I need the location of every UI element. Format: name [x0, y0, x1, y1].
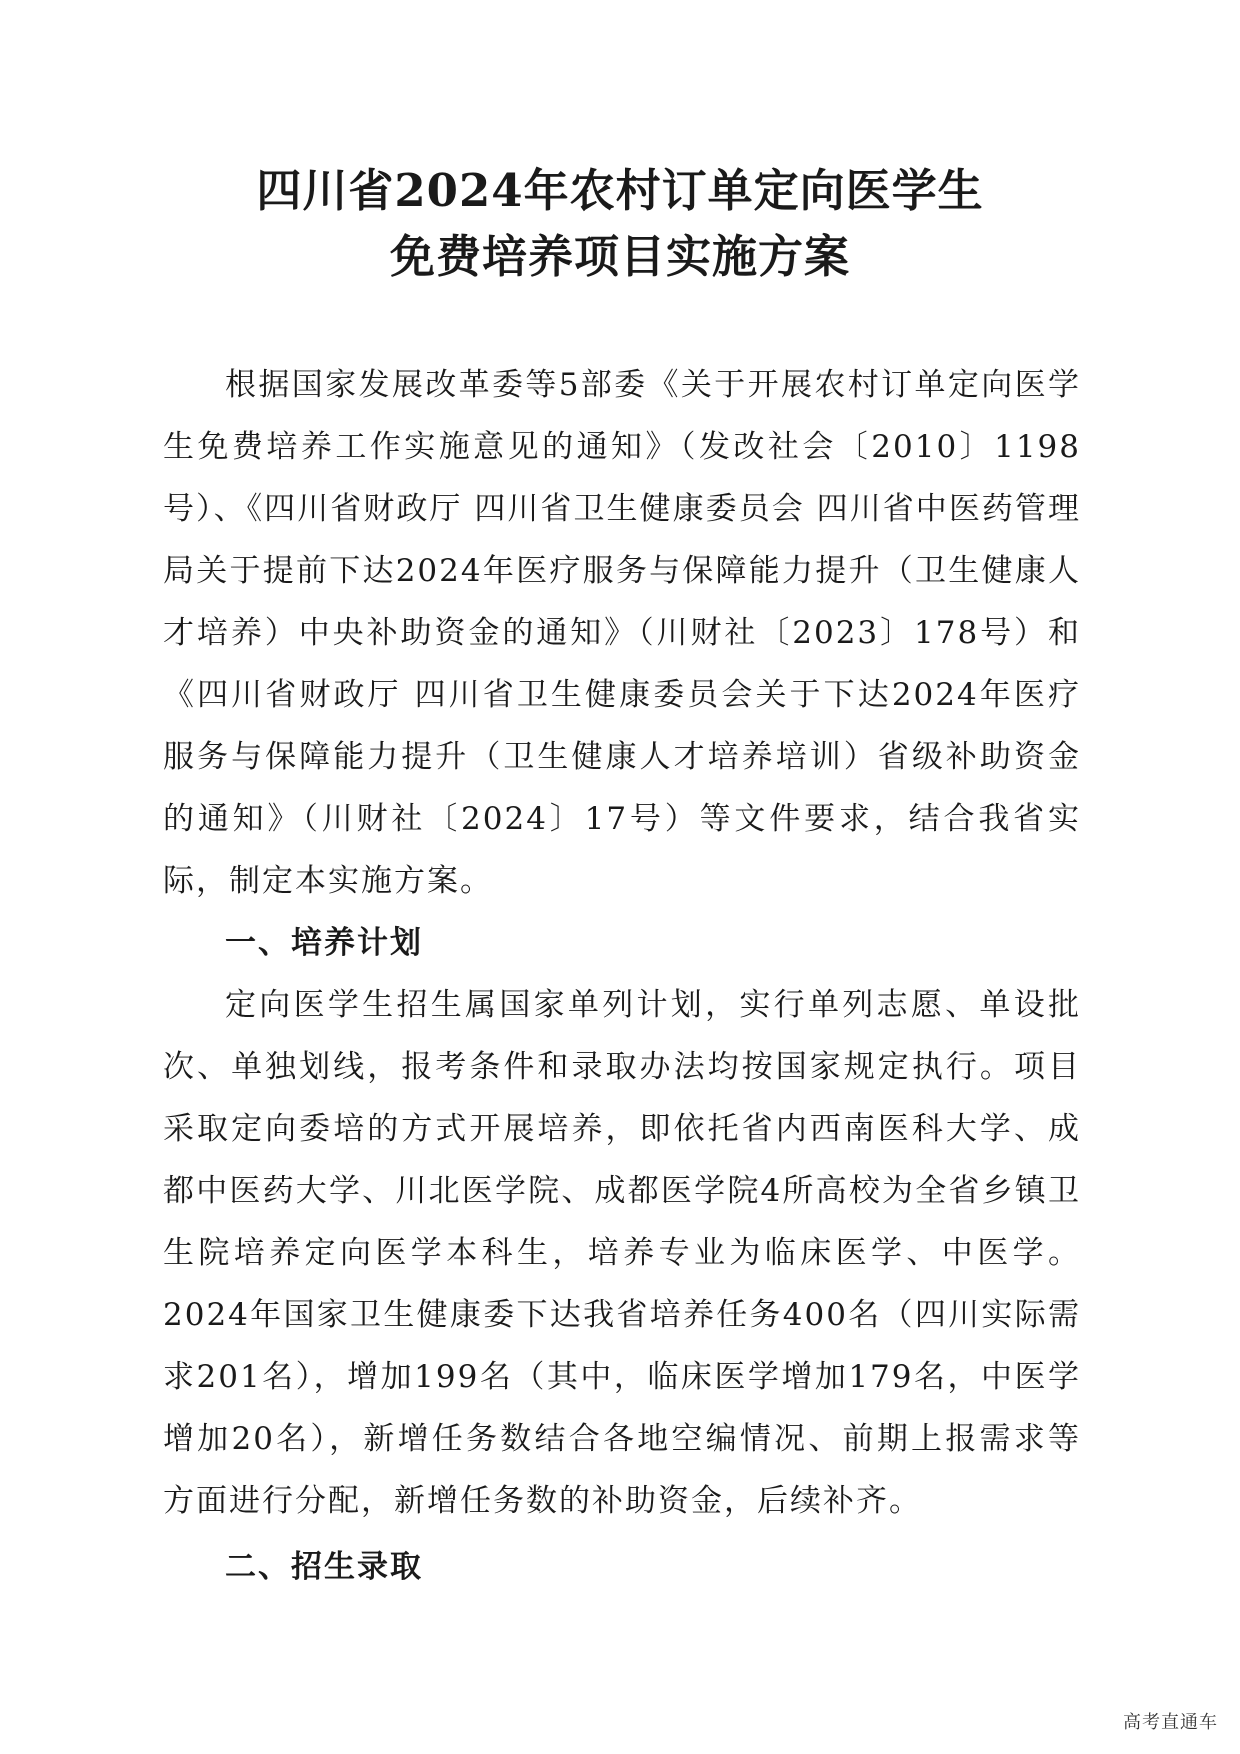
document-title	[0, 158, 1240, 290]
watermark-text: 高考直通车	[1123, 1712, 1218, 1733]
title-line-1: 四川省2024年农村订单定向医学生	[256, 164, 984, 217]
section-heading-training-plan: 一、培养计划	[225, 925, 423, 961]
section-heading-enrollment: 二、招生录取	[225, 1549, 423, 1585]
title-line-2: 免费培养项目实施方案	[389, 230, 850, 283]
intro-paragraph: 根据国家发展改革委等5部委《关于开展农村订单定向医学生免费培养工作实施意见的通知》（发改社会〔2010〕1198号）、《四川省财政厅 四川省卫生健康委员会 四川省中医药管理局关于提前下达2024年医疗服务与保障能力提升（卫生健康人才培养）中央补助资金的通知》（川财社〔2023〕178号）和《四川省财政厅 四川省卫生健康委员会关于下达2024年医疗服务与保障能力提升（卫生健康人才培养培训）省级补助资金的通知》（川财社〔2024〕17号）等文件要求，结合我省实际，制定本实施方案。	[163, 367, 1081, 899]
training-plan-paragraph: 定向医学生招生属国家单列计划，实行单列志愿、单设批次、单独划线，报考条件和录取办法均按国家规定执行。项目采取定向委培的方式开展培养，即依托省内西南医科大学、成都中医药大学、川北医学院、成都医学院4所高校为全省乡镇卫生院培养定向医学本科生，培养专业为临床医学、中医学。2024年国家卫生健康委下达我省培养任务400名（四川实际需求201名），增加199名（其中，临床医学增加179名，中医学增加20名），新增任务数结合各地空编情况、前期上报需求等方面进行分配，新增任务数的补助资金，后续补齐。	[163, 987, 1081, 1519]
document-body	[163, 354, 1081, 1598]
